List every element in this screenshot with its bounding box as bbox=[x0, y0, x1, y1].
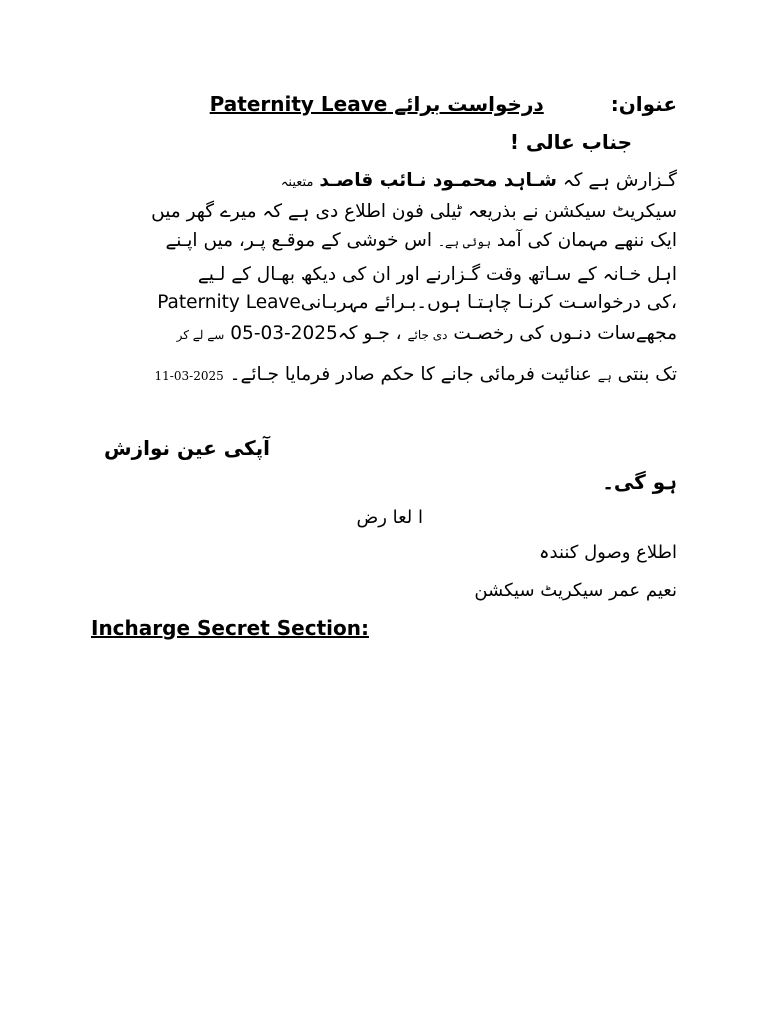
employee-name: شـاہد محمـود نـائب قاصـد bbox=[319, 170, 557, 191]
body-text-small: ہوئی ہے۔ bbox=[437, 235, 491, 249]
body-text: مجھےسات دنـوں کی رخصـت bbox=[453, 323, 677, 344]
signature-label: ا لعا رض bbox=[356, 507, 423, 528]
body-text-small: دی جائے bbox=[407, 328, 448, 342]
start-date: ، جـو کہ2025-03-05 bbox=[230, 323, 402, 344]
closing-line-2: ہو گی۔ bbox=[602, 470, 677, 494]
body-line-7 bbox=[155, 364, 677, 385]
body-line-2: سیکریٹ سیکشن نے بذریعہ ٹیلی فون اطلاع دی ہے کہ میرے گھر میں bbox=[151, 201, 677, 222]
body-text: تک بنتی bbox=[617, 364, 677, 385]
body-line-3 bbox=[165, 230, 677, 251]
body-line-4: اہل خـانہ کے سـاتھ وقت گـزارنے اور ان کی دیکھ بھـال کے لـیے bbox=[197, 264, 677, 285]
body-line-1 bbox=[281, 170, 677, 191]
body-text: گـزارش ہے کہ bbox=[562, 170, 677, 191]
body-text: متعینہ bbox=[280, 175, 314, 190]
body-text-small: سے لے کر bbox=[176, 328, 225, 342]
body-line-5: Paternity Leaveکی درخواسـت کرنـا چاہتـا ہوں۔بـرائے مہربـانی، bbox=[157, 292, 677, 313]
subject-title: درخواست برائے Paternity Leave bbox=[209, 92, 544, 116]
incharge-label: Incharge Secret Section: bbox=[91, 616, 369, 640]
subject-heading: عنوان: bbox=[610, 92, 677, 116]
body-text: ایک ننھے مہمان کی آمد bbox=[496, 230, 677, 251]
salutation: جناب عالی ! bbox=[509, 130, 632, 154]
subject-line bbox=[210, 92, 677, 116]
body-text: اس خوشی کے موقـع پـر، میں اپـنے bbox=[165, 230, 433, 251]
end-date: 2025-03-11 bbox=[154, 369, 224, 383]
receipt-label: اطلاع وصول کنندہ bbox=[538, 542, 677, 563]
receiver-name: نعیم عمر سیکریٹ سیکشن bbox=[474, 580, 677, 601]
closing-line-1: آپکی عین نوازش bbox=[104, 436, 270, 460]
body-text: عنائیت فرمائی جانے کا حکم صادر فرمایا جـائے۔ bbox=[229, 364, 592, 385]
body-text-small: ہے bbox=[597, 369, 612, 383]
body-line-6 bbox=[177, 323, 677, 344]
